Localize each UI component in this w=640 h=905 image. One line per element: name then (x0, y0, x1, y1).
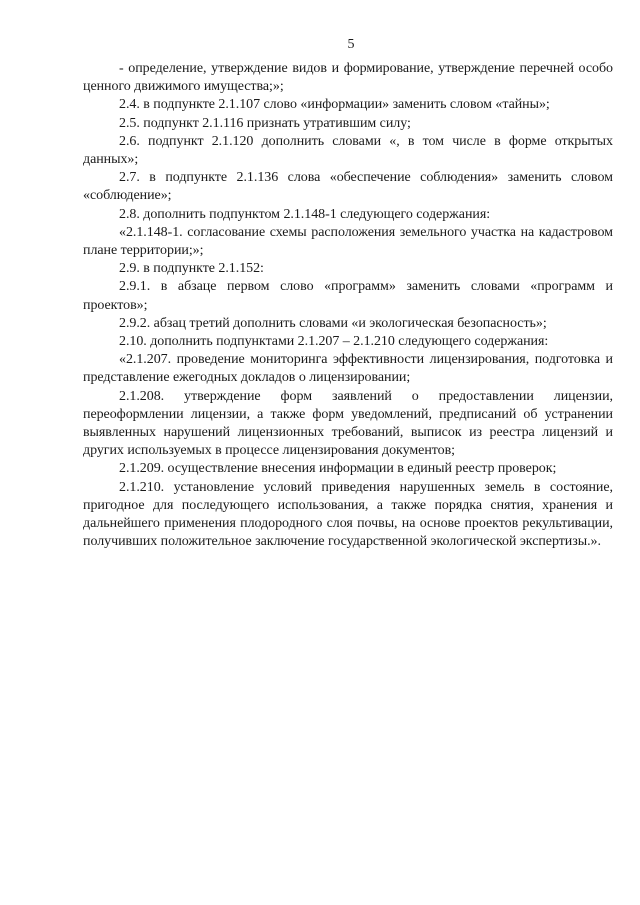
paragraph-2-4: 2.4. в подпункте 2.1.107 слово «информации» заменить словом «тайны»; (119, 97, 550, 113)
paragraph-2-1-208: 2.1.208. утверждение форм заявлений о предоставлении лицензии, переоформлении лицензии, а также форм уведомлений, предписаний об устранении выявленных нарушений лицензионных требований, выписок из реестра лицензий и других используемых в процессе лицензирования документов; (83, 388, 613, 459)
paragraph-2-9-2: 2.9.2. абзац третий дополнить словами «и экологическая безопасность»; (119, 315, 547, 331)
paragraph-2-1-209: 2.1.209. осуществление внесения информации в единый реестр проверок; (119, 461, 557, 477)
paragraph-2-9-1: 2.9.1. в абзаце первом слово «программ» заменить словами «программ и проектов»; (83, 279, 613, 313)
paragraph-2-1-207: «2.1.207. проведение мониторинга эффективности лицензирования, подготовка и представление ежегодных докладов о лицензировании; (83, 352, 613, 386)
paragraph-property-list: - определение, утверждение видов и формирование, утверждение перечней особо ценного движимого имущества;»; (83, 61, 613, 95)
paragraph-2-6: 2.6. подпункт 2.1.120 дополнить словами «, в том числе в форме открытых данных»; (83, 133, 613, 168)
document-page (83, 36, 613, 551)
page-number: 5 (347, 37, 355, 52)
paragraph-2-7: 2.7. в подпункте 2.1.136 слова «обеспечение соблюдения» заменить словом «соблюдение»; (83, 170, 613, 204)
paragraph-2-1-148-1: «2.1.148-1. согласование схемы расположения земельного участка на кадастровом плане территории;»; (83, 224, 613, 259)
paragraph-2-1-210: 2.1.210. установление условий приведения нарушенных земель в состояние, пригодное для последующего использования, а также порядка снятия, хранения и дальнейшего применения плодородного слоя почвы, на основе проектов рекультивации, получивших положительное заключение государственной экологической экспертизы.». (83, 479, 613, 550)
paragraph-2-8: 2.8. дополнить подпунктом 2.1.148-1 следующего содержания: (119, 206, 491, 222)
paragraph-2-5: 2.5. подпункт 2.1.116 признать утратившим силу; (119, 115, 411, 131)
paragraph-2-10: 2.10. дополнить подпунктами 2.1.207 – 2.1.210 следующего содержания: (119, 334, 549, 350)
paragraph-2-9: 2.9. в подпункте 2.1.152: (119, 261, 264, 277)
